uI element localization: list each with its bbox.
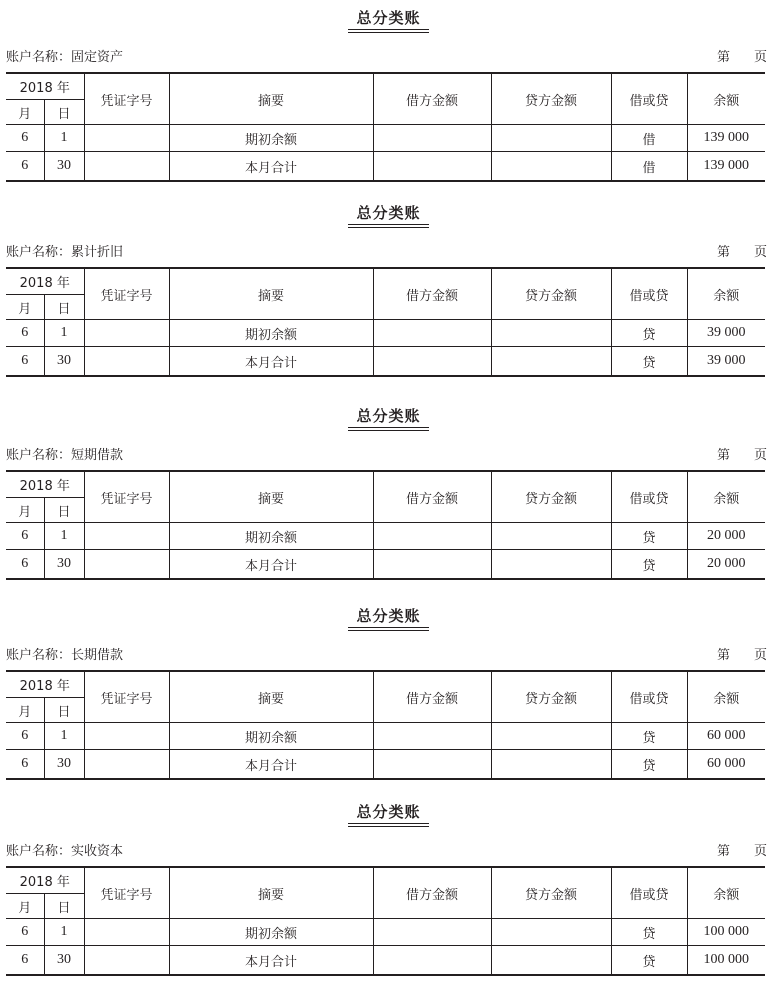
day-cell: 30	[44, 347, 84, 377]
dc-header: 借或贷	[611, 268, 687, 320]
table-row	[6, 550, 765, 580]
credit-cell	[491, 320, 611, 347]
day-cell: 30	[44, 152, 84, 182]
credit-header: 贷方金额	[491, 268, 611, 320]
ledger-title: 总分类账	[348, 204, 428, 228]
credit-cell	[491, 919, 611, 946]
debit-cell	[373, 550, 491, 580]
day-header: 日	[44, 498, 84, 523]
voucher-cell	[84, 152, 169, 182]
summary-cell: 期初余额	[169, 723, 373, 750]
summary-cell: 本月合计	[169, 550, 373, 580]
ledger-title: 总分类账	[348, 607, 428, 631]
page-number: 第 页	[716, 648, 767, 663]
summary-header: 摘要	[169, 73, 373, 125]
day-cell: 1	[44, 320, 84, 347]
year-header: 2018 年	[6, 268, 84, 295]
dc-cell: 贷	[611, 919, 687, 946]
day-header: 日	[44, 698, 84, 723]
debit-cell	[373, 946, 491, 976]
balance-cell: 100 000	[687, 946, 765, 976]
table-row	[6, 750, 765, 780]
summary-cell: 本月合计	[169, 347, 373, 377]
credit-header: 贷方金额	[491, 471, 611, 523]
summary-cell: 期初余额	[169, 919, 373, 946]
day-cell: 1	[44, 723, 84, 750]
year-header: 2018 年	[6, 471, 84, 498]
page-number: 第 页	[716, 844, 767, 859]
month-header: 月	[6, 698, 44, 723]
ledger-title: 总分类账	[348, 407, 428, 431]
month-header: 月	[6, 498, 44, 523]
table-row	[6, 347, 765, 377]
voucher-cell	[84, 347, 169, 377]
balance-cell: 139 000	[687, 125, 765, 152]
summary-header: 摘要	[169, 268, 373, 320]
day-cell: 1	[44, 919, 84, 946]
summary-cell: 期初余额	[169, 320, 373, 347]
account-name: 账户名称：短期借款	[6, 448, 124, 463]
balance-cell: 20 000	[687, 523, 765, 550]
dc-cell: 贷	[611, 347, 687, 377]
account-row	[6, 241, 767, 259]
voucher-cell	[84, 550, 169, 580]
summary-header: 摘要	[169, 471, 373, 523]
voucher-header: 凭证字号	[84, 671, 169, 723]
dc-cell: 贷	[611, 946, 687, 976]
dc-header: 借或贷	[611, 867, 687, 919]
credit-cell	[491, 723, 611, 750]
voucher-header: 凭证字号	[84, 867, 169, 919]
voucher-cell	[84, 723, 169, 750]
account-row	[6, 644, 767, 662]
debit-cell	[373, 919, 491, 946]
dc-cell: 贷	[611, 550, 687, 580]
ledger-table	[6, 72, 765, 182]
summary-header: 摘要	[169, 867, 373, 919]
month-cell: 6	[6, 125, 44, 152]
summary-header: 摘要	[169, 671, 373, 723]
day-cell: 30	[44, 946, 84, 976]
balance-cell: 139 000	[687, 152, 765, 182]
summary-cell: 本月合计	[169, 750, 373, 780]
account-name: 账户名称：累计折旧	[6, 245, 124, 260]
credit-cell	[491, 347, 611, 377]
table-row	[6, 723, 765, 750]
month-cell: 6	[6, 347, 44, 377]
balance-cell: 60 000	[687, 723, 765, 750]
month-cell: 6	[6, 723, 44, 750]
ledger-table	[6, 866, 765, 976]
page-number: 第 页	[716, 448, 767, 463]
dc-cell: 贷	[611, 750, 687, 780]
credit-header: 贷方金额	[491, 671, 611, 723]
ledger-table	[6, 670, 765, 780]
ledger-title: 总分类账	[348, 803, 428, 827]
summary-cell: 期初余额	[169, 125, 373, 152]
debit-cell	[373, 523, 491, 550]
voucher-header: 凭证字号	[84, 268, 169, 320]
table-row	[6, 946, 765, 976]
debit-cell	[373, 320, 491, 347]
summary-cell: 本月合计	[169, 946, 373, 976]
ledger-table	[6, 470, 765, 580]
debit-header: 借方金额	[373, 671, 491, 723]
balance-header: 余额	[687, 471, 765, 523]
debit-cell	[373, 723, 491, 750]
table-row	[6, 125, 765, 152]
voucher-cell	[84, 125, 169, 152]
debit-header: 借方金额	[373, 867, 491, 919]
day-cell: 1	[44, 523, 84, 550]
credit-cell	[491, 152, 611, 182]
table-row	[6, 919, 765, 946]
account-row	[6, 444, 767, 462]
table-row	[6, 320, 765, 347]
dc-cell: 贷	[611, 320, 687, 347]
month-cell: 6	[6, 550, 44, 580]
voucher-cell	[84, 320, 169, 347]
credit-cell	[491, 946, 611, 976]
voucher-header: 凭证字号	[84, 471, 169, 523]
day-cell: 30	[44, 550, 84, 580]
month-header: 月	[6, 100, 44, 125]
debit-cell	[373, 152, 491, 182]
credit-cell	[491, 550, 611, 580]
credit-cell	[491, 750, 611, 780]
account-row	[6, 840, 767, 858]
balance-header: 余额	[687, 268, 765, 320]
dc-cell: 贷	[611, 523, 687, 550]
month-header: 月	[6, 295, 44, 320]
account-name: 账户名称：实收资本	[6, 844, 124, 859]
page-number: 第 页	[716, 50, 767, 65]
debit-cell	[373, 750, 491, 780]
month-cell: 6	[6, 523, 44, 550]
balance-header: 余额	[687, 671, 765, 723]
ledger-title: 总分类账	[348, 9, 428, 33]
year-header: 2018 年	[6, 867, 84, 894]
debit-header: 借方金额	[373, 73, 491, 125]
balance-cell: 20 000	[687, 550, 765, 580]
voucher-cell	[84, 750, 169, 780]
ledger-table	[6, 267, 765, 377]
dc-cell: 借	[611, 152, 687, 182]
voucher-header: 凭证字号	[84, 73, 169, 125]
table-row	[6, 523, 765, 550]
balance-header: 余额	[687, 867, 765, 919]
month-cell: 6	[6, 750, 44, 780]
month-cell: 6	[6, 946, 44, 976]
debit-header: 借方金额	[373, 268, 491, 320]
balance-cell: 60 000	[687, 750, 765, 780]
debit-header: 借方金额	[373, 471, 491, 523]
credit-cell	[491, 125, 611, 152]
month-cell: 6	[6, 919, 44, 946]
debit-cell	[373, 125, 491, 152]
account-row	[6, 46, 767, 64]
dc-cell: 贷	[611, 723, 687, 750]
day-header: 日	[44, 100, 84, 125]
month-cell: 6	[6, 320, 44, 347]
page-number: 第 页	[716, 245, 767, 260]
balance-header: 余额	[687, 73, 765, 125]
dc-header: 借或贷	[611, 73, 687, 125]
voucher-cell	[84, 523, 169, 550]
debit-cell	[373, 347, 491, 377]
balance-cell: 39 000	[687, 320, 765, 347]
summary-cell: 本月合计	[169, 152, 373, 182]
account-name: 账户名称：长期借款	[6, 648, 124, 663]
day-cell: 1	[44, 125, 84, 152]
dc-cell: 借	[611, 125, 687, 152]
day-header: 日	[44, 295, 84, 320]
day-cell: 30	[44, 750, 84, 780]
account-name: 账户名称：固定资产	[6, 50, 124, 65]
credit-header: 贷方金额	[491, 73, 611, 125]
balance-cell: 100 000	[687, 919, 765, 946]
credit-header: 贷方金额	[491, 867, 611, 919]
table-row	[6, 152, 765, 182]
dc-header: 借或贷	[611, 471, 687, 523]
year-header: 2018 年	[6, 671, 84, 698]
day-header: 日	[44, 894, 84, 919]
dc-header: 借或贷	[611, 671, 687, 723]
month-cell: 6	[6, 152, 44, 182]
balance-cell: 39 000	[687, 347, 765, 377]
voucher-cell	[84, 946, 169, 976]
year-header: 2018 年	[6, 73, 84, 100]
credit-cell	[491, 523, 611, 550]
summary-cell: 期初余额	[169, 523, 373, 550]
voucher-cell	[84, 919, 169, 946]
month-header: 月	[6, 894, 44, 919]
